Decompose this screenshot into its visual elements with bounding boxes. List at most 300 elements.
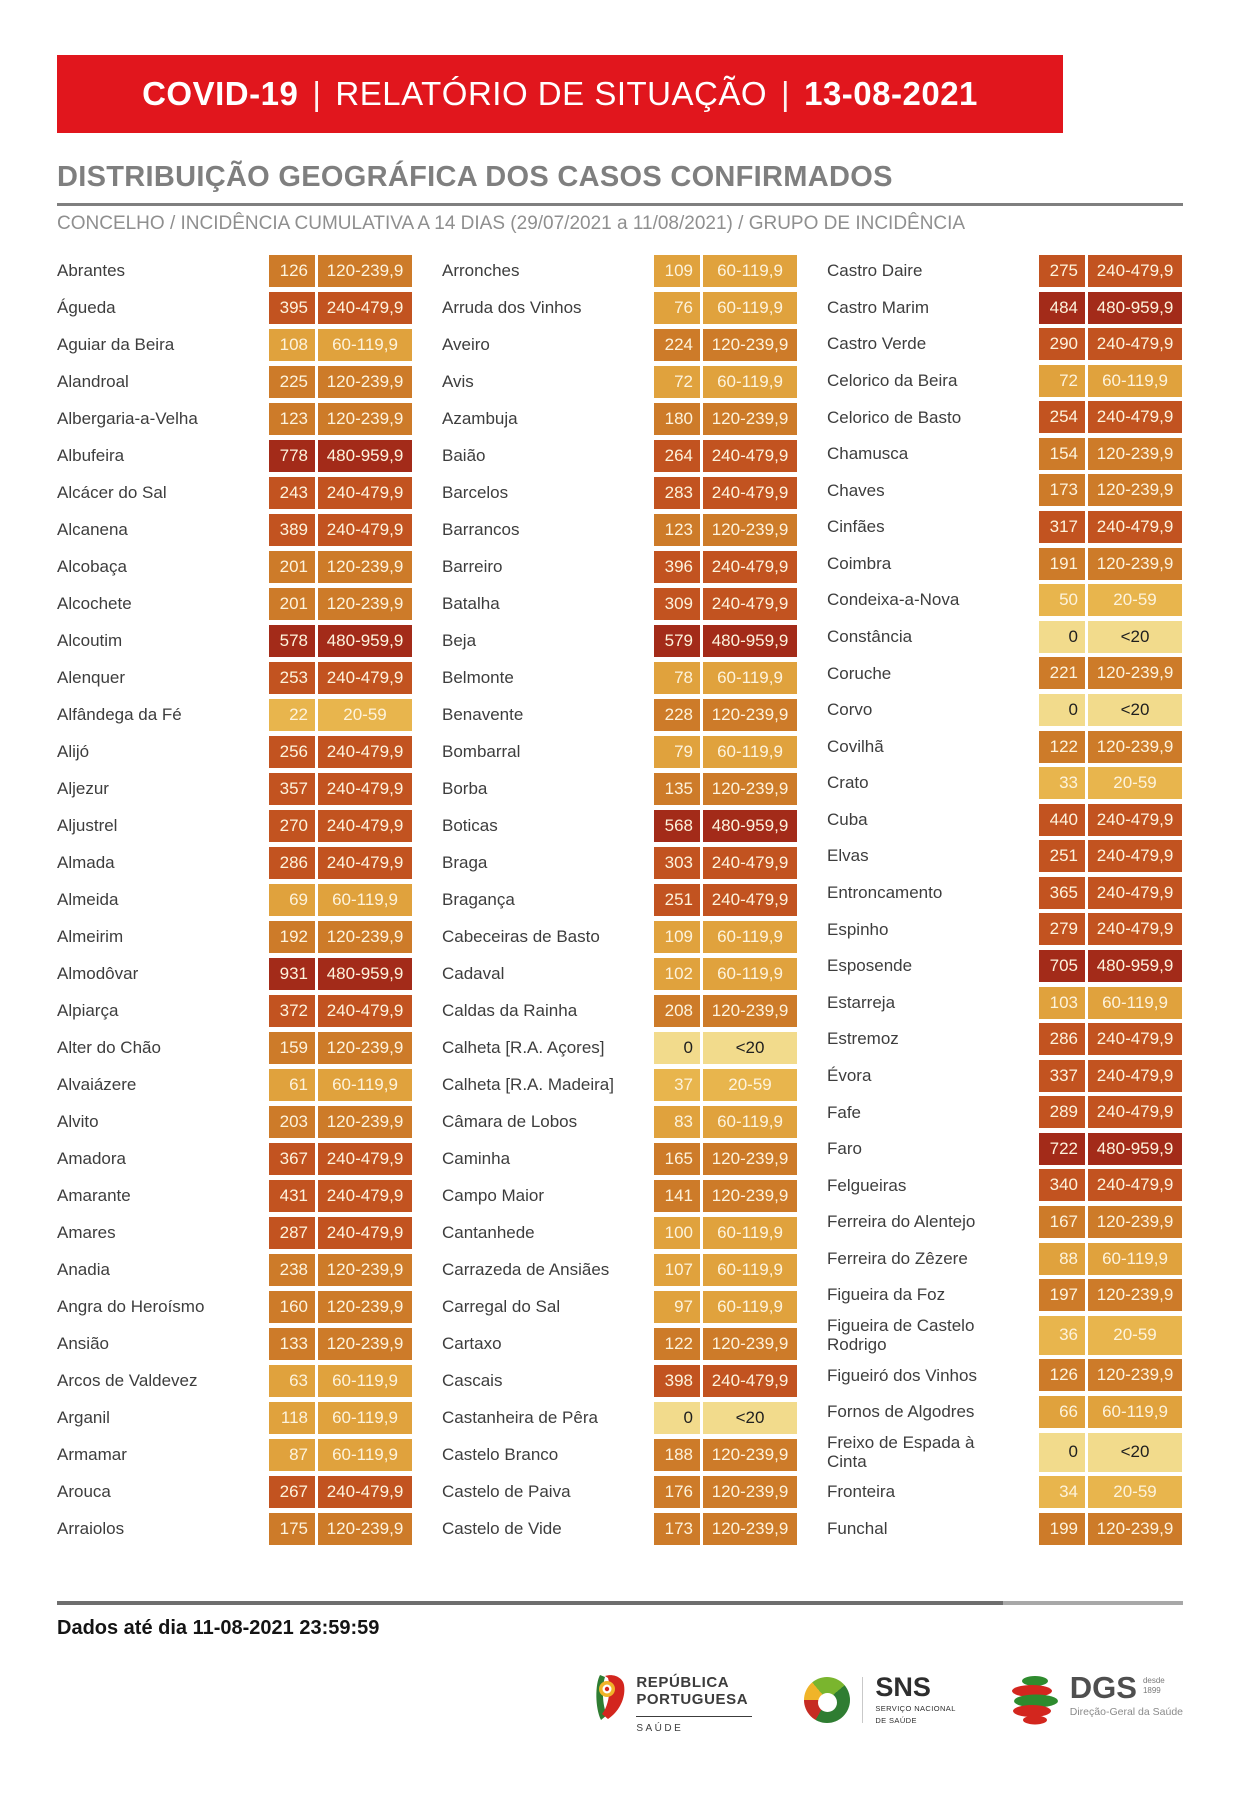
municipality-name: Braga	[442, 853, 488, 873]
dgs-globe-icon	[1008, 1674, 1060, 1731]
municipality-name: Abrantes	[57, 261, 126, 281]
incidence-group-cell: 20-59	[1088, 1316, 1182, 1355]
municipality-name: Bombarral	[442, 742, 521, 762]
incidence-group-cell: <20	[703, 1402, 797, 1434]
municipality-row	[827, 1243, 1182, 1275]
incidence-group-cell: 60-119,9	[318, 1365, 412, 1397]
municipality-name: Angra do Heroísmo	[57, 1297, 205, 1317]
municipality-name: Alijó	[57, 742, 90, 762]
incidence-group-cell: 120-239,9	[318, 1254, 412, 1286]
municipality-row	[827, 1433, 1182, 1472]
municipality-row	[442, 440, 797, 472]
incidence-group-cell: 120-239,9	[318, 1291, 412, 1323]
case-value-cell: 79	[654, 736, 700, 768]
municipality-row	[57, 551, 412, 583]
case-value-cell: 0	[1039, 621, 1085, 653]
municipality-row	[827, 1279, 1182, 1311]
municipality-row	[57, 1180, 412, 1212]
incidence-group-cell: 240-479,9	[1088, 804, 1182, 836]
case-value-cell: 778	[269, 440, 315, 472]
case-value-cell: 123	[269, 403, 315, 435]
row-spacer	[229, 1476, 269, 1508]
case-value-cell: 254	[1039, 401, 1085, 433]
row-spacer	[229, 847, 269, 879]
municipality-name: Ferreira do Zêzere	[827, 1248, 968, 1268]
row-spacer	[999, 548, 1039, 580]
municipality-row	[57, 958, 412, 990]
incidence-group-cell: 120-239,9	[318, 403, 412, 435]
case-value-cell: 238	[269, 1254, 315, 1286]
incidence-group-cell: 120-239,9	[318, 366, 412, 398]
municipality-name: Avis	[442, 372, 474, 392]
case-value-cell: 931	[269, 958, 315, 990]
incidence-group-cell: 240-479,9	[318, 1217, 412, 1249]
row-spacer	[229, 1217, 269, 1249]
municipality-row	[442, 477, 797, 509]
case-value-cell: 396	[654, 551, 700, 583]
row-spacer	[229, 403, 269, 435]
incidence-group-cell: <20	[1088, 694, 1182, 726]
case-value-cell: 192	[269, 921, 315, 953]
case-value-cell: 103	[1039, 987, 1085, 1019]
municipality-name: Fornos de Algodres	[827, 1402, 975, 1422]
case-value-cell: 102	[654, 958, 700, 990]
row-spacer	[999, 292, 1039, 324]
row-spacer	[614, 699, 654, 731]
row-spacer	[999, 987, 1039, 1019]
municipality-name: Alfândega da Fé	[57, 705, 182, 725]
incidence-group-cell: 120-239,9	[703, 1328, 797, 1360]
row-spacer	[999, 1513, 1039, 1545]
municipality-row	[442, 810, 797, 842]
municipality-name: Calheta [R.A. Madeira]	[442, 1075, 614, 1095]
row-spacer	[229, 773, 269, 805]
municipality-row	[442, 1476, 797, 1508]
municipality-row	[442, 329, 797, 361]
municipality-name: Albergaria-a-Velha	[57, 409, 198, 429]
municipality-row	[57, 1106, 412, 1138]
municipality-name: Caldas da Rainha	[442, 1001, 578, 1021]
municipality-name: Campo Maior	[442, 1186, 545, 1206]
municipality-row	[442, 625, 797, 657]
incidence-group-cell: 20-59	[1088, 584, 1182, 616]
incidence-group-cell: 120-239,9	[703, 773, 797, 805]
municipality-name: Freixo de Espada à Cinta	[827, 1432, 975, 1472]
incidence-group-cell: 60-119,9	[703, 366, 797, 398]
municipality-name: Alcochete	[57, 594, 132, 614]
incidence-group-cell: 240-479,9	[1088, 1060, 1182, 1092]
footer-divider	[57, 1601, 1183, 1605]
municipality-row	[442, 1180, 797, 1212]
municipality-row	[57, 1254, 412, 1286]
case-value-cell: 100	[654, 1217, 700, 1249]
row-spacer	[999, 731, 1039, 763]
incidence-group-cell: 240-479,9	[1088, 401, 1182, 433]
case-value-cell: 0	[1039, 694, 1085, 726]
municipality-row	[827, 1060, 1182, 1092]
sns-text	[875, 1674, 955, 1726]
row-spacer	[614, 1513, 654, 1545]
report-banner	[57, 55, 1063, 133]
dgs-acronym: DGS	[1069, 1670, 1137, 1705]
incidence-group-cell: 120-239,9	[318, 255, 412, 287]
case-value-cell: 97	[654, 1291, 700, 1323]
row-spacer	[229, 662, 269, 694]
case-value-cell: 398	[654, 1365, 700, 1397]
case-value-cell: 122	[654, 1328, 700, 1360]
sns-logo	[804, 1674, 955, 1726]
dgs-subtitle: Direção-Geral da Saúde	[1069, 1705, 1183, 1718]
incidence-group-cell: 480-959,9	[703, 625, 797, 657]
incidence-group-cell: 120-239,9	[1088, 474, 1182, 506]
municipality-row	[827, 950, 1182, 982]
municipality-name: Figueiró dos Vinhos	[827, 1365, 977, 1385]
municipality-name: Anadia	[57, 1260, 110, 1280]
row-spacer	[614, 1254, 654, 1286]
municipality-name: Fronteira	[827, 1482, 896, 1502]
dgs-since-year: 1899	[1142, 1685, 1161, 1695]
municipality-row	[827, 877, 1182, 909]
case-value-cell: 88	[1039, 1243, 1085, 1275]
row-spacer	[614, 1365, 654, 1397]
case-value-cell: 197	[1039, 1279, 1085, 1311]
municipality-row	[57, 921, 412, 953]
row-spacer	[999, 840, 1039, 872]
municipality-name: Castelo Branco	[442, 1445, 559, 1465]
municipality-name: Câmara de Lobos	[442, 1112, 578, 1132]
case-value-cell: 340	[1039, 1169, 1085, 1201]
municipality-row	[57, 477, 412, 509]
row-spacer	[614, 1328, 654, 1360]
incidence-group-cell: 120-239,9	[318, 1328, 412, 1360]
incidence-group-cell: 240-479,9	[318, 514, 412, 546]
incidence-group-cell: 20-59	[703, 1069, 797, 1101]
incidence-group-cell: 120-239,9	[703, 329, 797, 361]
case-value-cell: 37	[654, 1069, 700, 1101]
municipality-name: Arraiolos	[57, 1519, 125, 1539]
municipality-row	[57, 1291, 412, 1323]
municipality-row	[57, 440, 412, 472]
municipality-name: Celorico de Basto	[827, 407, 962, 427]
municipality-row	[57, 1328, 412, 1360]
row-spacer	[229, 736, 269, 768]
case-value-cell: 208	[654, 995, 700, 1027]
municipality-name: Belmonte	[442, 668, 514, 688]
municipality-row	[827, 913, 1182, 945]
sns-swirl-icon	[804, 1677, 850, 1723]
incidence-group-cell: 480-959,9	[318, 625, 412, 657]
row-spacer	[999, 1476, 1039, 1508]
incidence-group-cell: 240-479,9	[318, 736, 412, 768]
banner-separator: |	[781, 75, 791, 112]
incidence-group-cell: 240-479,9	[1088, 840, 1182, 872]
municipality-name: Almada	[57, 853, 115, 873]
municipality-name: Condeixa-a-Nova	[827, 590, 960, 610]
case-value-cell: 109	[654, 921, 700, 953]
dgs-since	[1143, 1676, 1165, 1695]
municipality-row	[827, 511, 1182, 543]
municipality-row	[827, 1206, 1182, 1238]
incidence-group-cell: 120-239,9	[703, 1513, 797, 1545]
case-value-cell: 253	[269, 662, 315, 694]
incidence-group-cell: 240-479,9	[1088, 328, 1182, 360]
banner-report-title: RELATÓRIO DE SITUAÇÃO	[335, 75, 768, 112]
row-spacer	[614, 514, 654, 546]
municipality-row	[57, 329, 412, 361]
case-value-cell: 256	[269, 736, 315, 768]
row-spacer	[229, 329, 269, 361]
incidence-group-cell: 120-239,9	[703, 995, 797, 1027]
row-spacer	[999, 1169, 1039, 1201]
municipality-name: Calheta [R.A. Açores]	[442, 1038, 605, 1058]
dgs-since-word: desde	[1142, 1676, 1165, 1685]
municipality-row	[827, 1023, 1182, 1055]
municipality-row	[57, 1365, 412, 1397]
municipality-name: Celorico da Beira	[827, 370, 958, 390]
municipality-name: Carregal do Sal	[442, 1297, 561, 1317]
case-value-cell: 367	[269, 1143, 315, 1175]
row-spacer	[229, 958, 269, 990]
case-value-cell: 337	[1039, 1060, 1085, 1092]
municipality-row	[57, 366, 412, 398]
incidence-group-cell: 60-119,9	[1088, 1243, 1182, 1275]
row-spacer	[614, 958, 654, 990]
row-spacer	[614, 1069, 654, 1101]
municipality-name: Castro Daire	[827, 261, 923, 281]
row-spacer	[999, 1206, 1039, 1238]
municipality-row	[827, 804, 1182, 836]
municipality-name: Entroncamento	[827, 883, 943, 903]
case-value-cell: 264	[654, 440, 700, 472]
row-spacer	[229, 1254, 269, 1286]
row-spacer	[999, 1096, 1039, 1128]
municipality-name: Aguiar da Beira	[57, 335, 175, 355]
municipality-row	[57, 1032, 412, 1064]
municipality-name: Crato	[827, 773, 869, 793]
incidence-group-cell: 120-239,9	[703, 403, 797, 435]
municipality-row	[442, 1439, 797, 1471]
row-spacer	[229, 292, 269, 324]
municipality-row	[442, 884, 797, 916]
incidence-group-cell: 240-479,9	[703, 477, 797, 509]
row-spacer	[999, 438, 1039, 470]
municipality-row	[57, 662, 412, 694]
municipality-row	[827, 584, 1182, 616]
row-spacer	[614, 736, 654, 768]
municipality-name: Figueira de Castelo Rodrigo	[827, 1315, 975, 1355]
municipality-name: Arronches	[442, 261, 520, 281]
municipality-row	[442, 1402, 797, 1434]
table-column-2	[442, 255, 797, 1545]
municipality-row	[827, 1316, 1182, 1355]
incidence-group-cell: 480-959,9	[1088, 950, 1182, 982]
incidence-group-cell: 120-239,9	[318, 588, 412, 620]
municipality-row	[827, 401, 1182, 433]
case-value-cell: 0	[654, 1032, 700, 1064]
municipality-row	[827, 474, 1182, 506]
row-spacer	[614, 1032, 654, 1064]
case-value-cell: 173	[1039, 474, 1085, 506]
incidence-group-cell: <20	[1088, 1433, 1182, 1472]
row-spacer	[999, 621, 1039, 653]
municipality-row	[827, 1096, 1182, 1128]
case-value-cell: 290	[1039, 328, 1085, 360]
case-value-cell: 191	[1039, 548, 1085, 580]
municipality-name: Alpiarça	[57, 1001, 119, 1021]
incidence-group-cell: 20-59	[1088, 767, 1182, 799]
incidence-group-cell: 60-119,9	[1088, 1396, 1182, 1428]
incidence-group-cell: 480-959,9	[1088, 1133, 1182, 1165]
case-value-cell: 199	[1039, 1513, 1085, 1545]
case-value-cell: 69	[269, 884, 315, 916]
incidence-group-cell: 480-959,9	[1088, 292, 1182, 324]
incidence-group-cell: 60-119,9	[1088, 987, 1182, 1019]
municipality-name: Alcoutim	[57, 631, 123, 651]
row-spacer	[614, 662, 654, 694]
municipality-row	[57, 995, 412, 1027]
municipality-name: Corvo	[827, 700, 873, 720]
case-value-cell: 34	[1039, 1476, 1085, 1508]
case-value-cell: 160	[269, 1291, 315, 1323]
row-spacer	[999, 950, 1039, 982]
municipality-row	[57, 884, 412, 916]
incidence-group-cell: 20-59	[318, 699, 412, 731]
row-spacer	[614, 588, 654, 620]
incidence-group-cell: 240-479,9	[703, 551, 797, 583]
municipality-row	[827, 365, 1182, 397]
municipality-row	[442, 958, 797, 990]
municipality-row	[57, 1217, 412, 1249]
case-value-cell: 270	[269, 810, 315, 842]
incidence-group-cell: 60-119,9	[318, 1069, 412, 1101]
municipality-name: Amadora	[57, 1149, 126, 1169]
incidence-group-cell: 240-479,9	[1088, 1023, 1182, 1055]
row-spacer	[229, 255, 269, 287]
row-spacer	[614, 1439, 654, 1471]
incidence-group-cell: 120-239,9	[318, 551, 412, 583]
municipality-name: Alvito	[57, 1112, 99, 1132]
row-spacer	[614, 995, 654, 1027]
municipality-name: Armamar	[57, 1445, 127, 1465]
incidence-group-cell: 120-239,9	[703, 1143, 797, 1175]
row-spacer	[229, 995, 269, 1027]
municipality-name: Castelo de Vide	[442, 1519, 562, 1539]
case-value-cell: 76	[654, 292, 700, 324]
case-value-cell: 180	[654, 403, 700, 435]
row-spacer	[614, 329, 654, 361]
row-spacer	[614, 1291, 654, 1323]
case-value-cell: 568	[654, 810, 700, 842]
municipality-name: Aveiro	[442, 335, 490, 355]
case-value-cell: 431	[269, 1180, 315, 1212]
case-value-cell: 357	[269, 773, 315, 805]
incidence-group-cell: 60-119,9	[318, 329, 412, 361]
case-value-cell: 579	[654, 625, 700, 657]
rp-saude-label: SAÚDE	[636, 1722, 684, 1734]
municipality-name: Cantanhede	[442, 1223, 535, 1243]
municipality-name: Alenquer	[57, 668, 126, 688]
municipality-row	[442, 1291, 797, 1323]
municipality-row	[442, 292, 797, 324]
incidence-group-cell: 120-239,9	[703, 514, 797, 546]
municipality-name: Cabeceiras de Basto	[442, 927, 600, 947]
incidence-group-cell: 60-119,9	[318, 1402, 412, 1434]
municipality-row	[442, 1106, 797, 1138]
incidence-group-cell: 120-239,9	[318, 1106, 412, 1138]
municipality-row	[57, 847, 412, 879]
municipality-row	[57, 1513, 412, 1545]
municipality-name: Azambuja	[442, 409, 518, 429]
dgs-logo	[1008, 1670, 1183, 1731]
municipality-name: Cartaxo	[442, 1334, 502, 1354]
municipality-name: Amares	[57, 1223, 116, 1243]
row-spacer	[229, 1180, 269, 1212]
incidence-group-cell: 240-479,9	[703, 847, 797, 879]
municipality-row	[442, 1513, 797, 1545]
incidence-group-cell: <20	[1088, 621, 1182, 653]
case-value-cell: 118	[269, 1402, 315, 1434]
municipality-name: Almeirim	[57, 927, 124, 947]
incidence-group-cell: 120-239,9	[318, 921, 412, 953]
incidence-group-cell: 60-119,9	[703, 1106, 797, 1138]
row-spacer	[999, 1279, 1039, 1311]
row-spacer	[614, 1217, 654, 1249]
table-column-3	[827, 255, 1182, 1545]
incidence-group-cell: 120-239,9	[1088, 1279, 1182, 1311]
sns-subtitle-line2: DE SAÚDE	[875, 1716, 917, 1726]
section-subtitle: CONCELHO / INCIDÊNCIA CUMULATIVA A 14 DIAS (29/07/2021 a 11/08/2021) / GRUPO DE INCIDÊNCIA	[57, 213, 966, 234]
municipality-name: Almodôvar	[57, 964, 139, 984]
municipality-row	[442, 403, 797, 435]
row-spacer	[999, 1359, 1039, 1391]
row-spacer	[614, 366, 654, 398]
municipality-name: Batalha	[442, 594, 500, 614]
row-spacer	[999, 1243, 1039, 1275]
banner-date: 13-08-2021	[804, 75, 978, 112]
row-spacer	[999, 365, 1039, 397]
row-spacer	[229, 810, 269, 842]
municipality-row	[827, 1359, 1182, 1391]
municipality-name: Borba	[442, 779, 488, 799]
incidence-group-cell: 120-239,9	[1088, 438, 1182, 470]
case-value-cell: 33	[1039, 767, 1085, 799]
municipality-name: Figueira da Foz	[827, 1285, 946, 1305]
municipality-row	[827, 840, 1182, 872]
incidence-group-cell: 240-479,9	[703, 884, 797, 916]
municipality-row	[827, 328, 1182, 360]
municipality-row	[827, 767, 1182, 799]
municipality-row	[442, 551, 797, 583]
row-spacer	[999, 657, 1039, 689]
case-value-cell: 287	[269, 1217, 315, 1249]
row-spacer	[999, 913, 1039, 945]
incidence-group-cell: 480-959,9	[703, 810, 797, 842]
incidence-group-cell: 120-239,9	[318, 1032, 412, 1064]
row-spacer	[999, 694, 1039, 726]
municipality-row	[827, 621, 1182, 653]
republica-portuguesa-text	[636, 1674, 752, 1734]
incidence-group-cell: 120-239,9	[703, 1476, 797, 1508]
row-spacer	[999, 1133, 1039, 1165]
incidence-group-cell: 240-479,9	[1088, 255, 1182, 287]
municipality-name: Caminha	[442, 1149, 511, 1169]
municipality-name: Arruda dos Vinhos	[442, 298, 582, 318]
municipality-name: Arouca	[57, 1482, 111, 1502]
row-spacer	[614, 551, 654, 583]
municipality-name: Chaves	[827, 480, 885, 500]
case-value-cell: 578	[269, 625, 315, 657]
municipality-name: Cuba	[827, 809, 868, 829]
